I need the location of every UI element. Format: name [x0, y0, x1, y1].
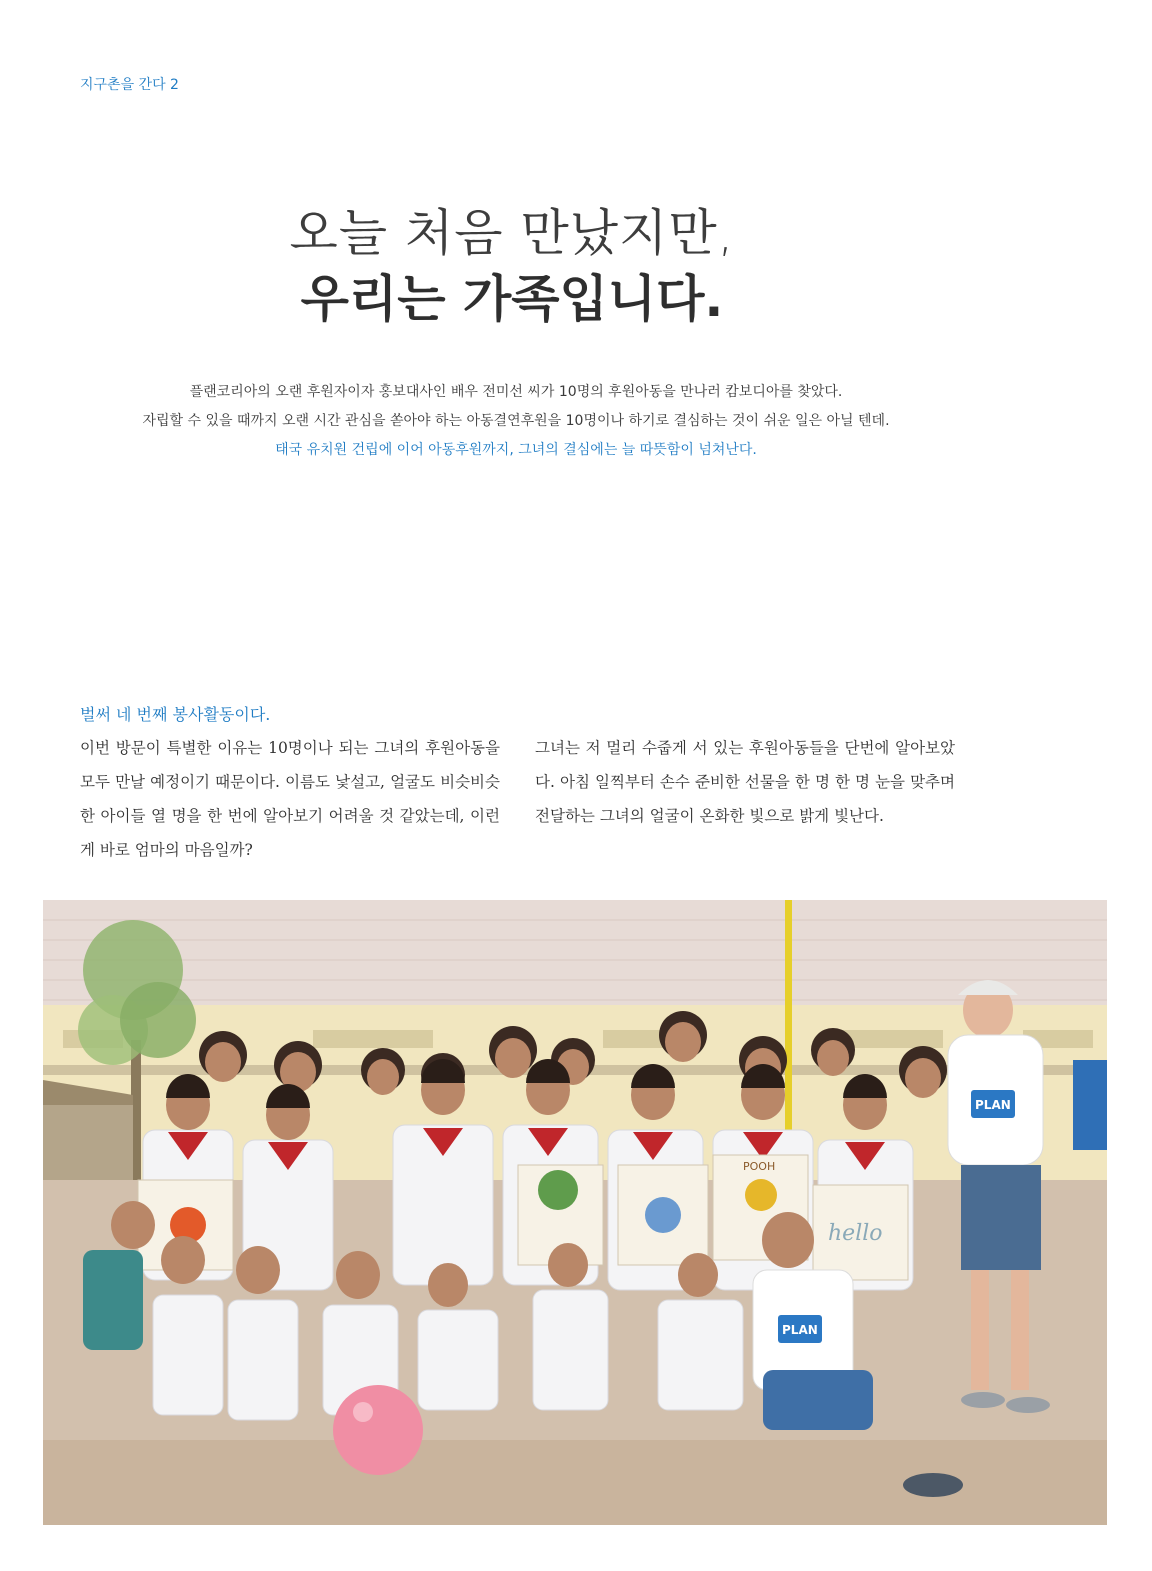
shirt-logo-boy: PLAN — [782, 1323, 818, 1337]
body-column-right: 그녀는 저 멀리 수줍게 서 있는 후원아동들을 단번에 알아보았다. 아침 일찍부터 손수 준비한 선물을 한 명 한 명 눈을 맞추며 전달하는 그녀의 얼굴이 온화한 빛으로 밝게 빛난다. — [535, 739, 955, 825]
group-photo — [43, 900, 1107, 1525]
headline-line1: 오늘 처음 만났지만, — [289, 204, 735, 262]
body-column-left: 이번 방문이 특별한 이유는 10명이나 되는 그녀의 후원아동을 모두 만날 예정이기 때문이다. 이름도 낯설고, 얼굴도 비슷비슷한 아이들 열 명을 한 번에 알아보기 어려울 것 같았는데, 이런 게 바로 엄마의 마음일까? — [80, 739, 500, 859]
bag-text-pooh: POOH — [743, 1160, 776, 1173]
lead-line1: 플랜코리아의 오랜 후원자이자 홍보대사인 배우 전미선 씨가 10명의 후원아동을 만나러 캄보디아를 찾았다. — [189, 384, 843, 400]
bag-text-hello: hello — [828, 1221, 883, 1246]
lead-paragraph — [0, 378, 1032, 465]
lead-line3: 태국 유치원 건립에 이어 아동후원까지, 그녀의 결심에는 늘 따뜻함이 넘쳐난다. — [275, 442, 757, 458]
body-subhead: 벌써 네 번째 봉사활동이다. — [80, 705, 271, 724]
headline-line2: 우리는 가족입니다. — [300, 270, 724, 328]
headline — [0, 200, 1024, 332]
shirt-logo-woman: PLAN — [975, 1098, 1011, 1112]
group-photo-illustration — [43, 900, 1107, 1525]
section-label: 지구촌을 간다 2 — [80, 77, 179, 93]
lead-line2: 자립할 수 있을 때까지 오랜 시간 관심을 쏟아야 하는 아동결연후원을 10명이나 하기로 결심하는 것이 쉬운 일은 아닐 텐데. — [142, 413, 890, 429]
